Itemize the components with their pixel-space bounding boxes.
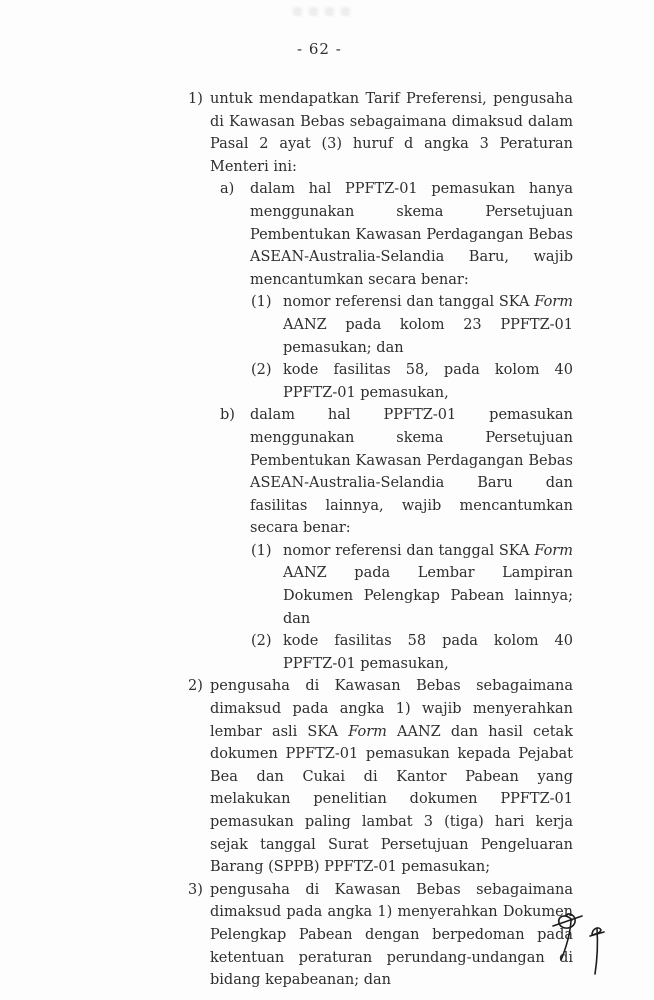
italic-text: Form <box>534 294 573 311</box>
italic-text: Form <box>534 542 573 559</box>
list-item <box>251 540 573 630</box>
bleedthrough-dot <box>309 7 318 16</box>
list-item <box>251 630 573 675</box>
bleedthrough-dot <box>341 7 350 16</box>
list-item-body <box>210 879 573 992</box>
text-run: nomor referensi dan tanggal SKA <box>283 294 535 311</box>
paragraph-text <box>210 879 573 992</box>
text-run: untuk mendapatkan Tarif Preferensi, pengusaha di Kawasan Bebas sebagaimana dimaksud dalam Pasal 2 ayat (3) huruf d angka 3 Peraturan Menteri ini: <box>210 91 573 175</box>
list-item <box>220 178 573 404</box>
list-marker: b) <box>220 407 235 424</box>
text-run: AANZ dan hasil cetak dokumen PPFTZ-01 pemasukan kepada Pejabat Bea dan Cukai di Kantor Pabean yang melakukan penelitian dokumen PPFTZ-01 pemasukan paling lambat 3 (tiga) hari kerja sejak tanggal Surat Persetujuan Pengeluaran Barang (SPPB) PPFTZ-01 pemasukan; <box>210 723 573 876</box>
text-run: pengusaha di Kawasan Bebas sebagaimana dimaksud pada angka 1) menyerahkan Dokumen Pelengkap Pabean dengan berpedoman pada ketentuan peraturan perundang-undangan di bidang kepabeanan; dan <box>210 881 573 989</box>
list-item-body <box>283 291 573 359</box>
list-marker: (1) <box>251 294 272 311</box>
list-item-body <box>283 630 573 675</box>
paragraph-text <box>210 88 573 178</box>
text-run: kode fasilitas 58 pada kolom 40 PPFTZ-01 pemasukan, <box>283 633 573 672</box>
text-run: kode fasilitas 58, pada kolom 40 PPFTZ-01 pemasukan, <box>283 362 573 401</box>
document-body <box>188 88 573 992</box>
text-run: nomor referensi dan tanggal SKA <box>283 542 535 559</box>
bleedthrough-artifact <box>293 7 350 16</box>
list-item-body <box>283 540 573 630</box>
list-marker: 1) <box>188 91 203 107</box>
list-item-body <box>250 178 573 404</box>
bleedthrough-dot <box>293 7 302 16</box>
list-item <box>251 291 573 359</box>
list-item-body <box>210 88 573 675</box>
list-marker: (2) <box>251 633 272 650</box>
text-run: dalam hal PPFTZ-01 pemasukan hanya menggunakan skema Persetujuan Pembentukan Kawasan Perdagangan Bebas ASEAN-Australia-Selandia Baru, wajib mencantumkan secara benar: <box>250 181 573 288</box>
paragraph-text <box>210 675 573 878</box>
bleedthrough-dot <box>325 7 334 16</box>
sublist <box>250 291 573 404</box>
sublist <box>210 178 573 675</box>
sublist <box>250 540 573 676</box>
list-marker: (2) <box>251 362 272 379</box>
list-marker: (1) <box>251 542 272 559</box>
list-item <box>188 675 573 878</box>
text-run: AANZ pada Lembar Lampiran Dokumen Pelengkap Pabean lainnya; dan <box>283 565 573 627</box>
paragraph-text <box>283 291 573 359</box>
list-item <box>251 359 573 404</box>
paragraph-text <box>250 404 573 540</box>
text-run: AANZ pada kolom 23 PPFTZ-01 pemasukan; dan <box>283 316 573 356</box>
list-item <box>188 88 573 675</box>
text-run: pengusaha di Kawasan Bebas sebagaimana dimaksud pada angka 1) wajib menyerahkan lembar asli SKA <box>210 678 573 740</box>
page-number: - 62 - <box>297 40 342 58</box>
list-item-body <box>210 675 573 878</box>
paragraph-text <box>283 359 573 404</box>
paragraph-text <box>283 540 573 630</box>
paragraph-text <box>250 178 573 291</box>
list-marker: 2) <box>188 678 203 695</box>
italic-text: Form <box>348 723 387 740</box>
signature-initials-icon <box>535 900 620 985</box>
list-item <box>188 879 573 992</box>
text-run: dalam hal PPFTZ-01 pemasukan menggunakan skema Persetujuan Pembentukan Kawasan Perdagangan Bebas ASEAN-Australia-Selandia Baru dan fasilitas lainnya, wajib mencantumkan secara benar: <box>250 407 573 537</box>
list-item-body <box>250 404 573 675</box>
paragraph-text <box>283 630 573 675</box>
list-item-body <box>283 359 573 404</box>
list-item <box>220 404 573 675</box>
list-marker: 3) <box>188 881 203 898</box>
list-marker: a) <box>220 181 235 198</box>
